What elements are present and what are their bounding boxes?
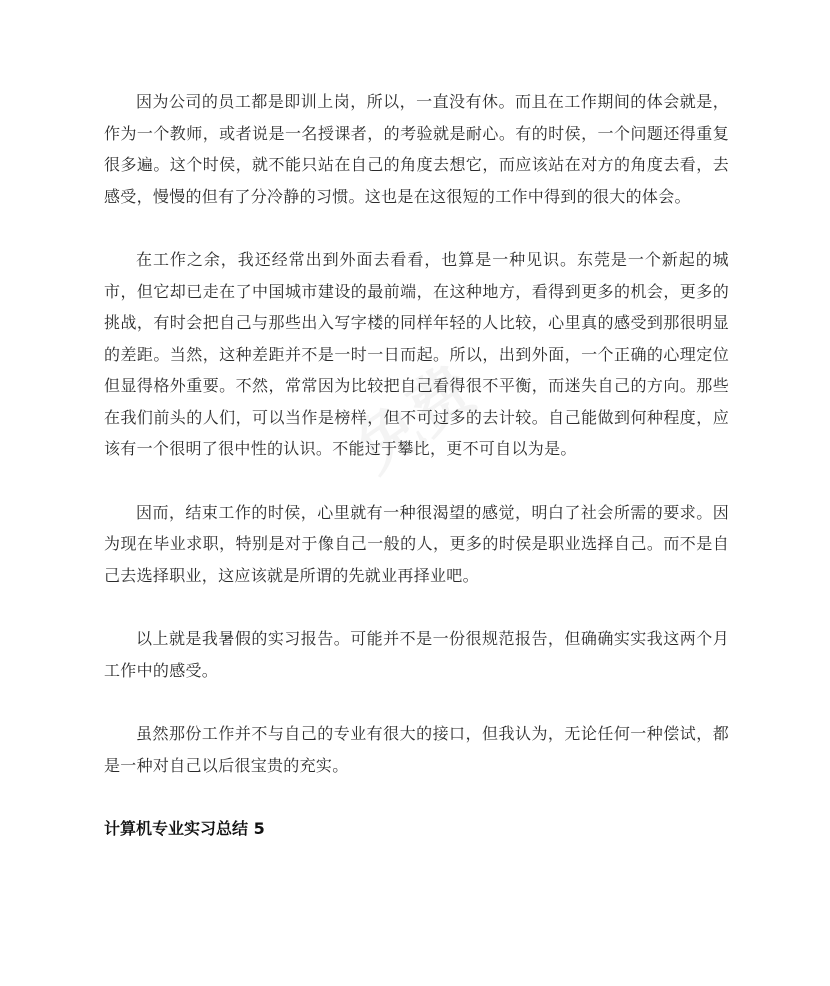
paragraph-4: 以上就是我暑假的实习报告。可能并不是一份很规范报告，但确确实实我这两个月工作中的感受。: [104, 629, 729, 680]
paragraph-5: 虽然那份工作并不与自己的专业有很大的接口，但我认为，无论任何一种偿试，都是一种对自己以后很宝贵的充实。: [104, 724, 729, 775]
document-body: [104, 86, 729, 845]
paragraph-3: 因而，结束工作的时侯，心里就有一种很渴望的感觉，明白了社会所需的要求。因为现在毕业求职，特别是对于像自己一般的人，更多的时侯是职业选择自己。而不是自己去选择职业，这应该就是所谓的先就业再择业吧。: [104, 502, 729, 585]
paragraph-1: 因为公司的员工都是即训上岗，所以，一直没有休。而且在工作期间的体会就是，作为一个教师，或者说是一名授课者，的考验就是耐心。有的时侯，一个问题还得重复很多遍。这个时侯，就不能只站在自己的角度去想它，而应该站在对方的角度去看，去感受，慢慢的但有了分冷静的习惯。这也是在这很短的工作中得到的很大的体会。: [104, 92, 729, 206]
section-heading: 计算机专业实习总结 5: [104, 819, 265, 838]
paragraph-2: 在工作之余，我还经常出到外面去看看，也算是一种见识。东莞是一个新起的城市，但它却已走在了中国城市建设的最前端，在这种地方，看得到更多的机会，更多的挑战，有时会把自己与那些出入写字楼的同样年轻的人比较，心里真的感受到那很明显的差距。当然，这种差距并不是一时一日而起。所以，出到外面，一个正确的心理定位但显得格外重要。不然，常常因为比较把自己看得很不平衡，而迷失自己的方向。那些在我们前头的人们，可以当作是榜样，但不可过多的去计较。自己能做到何种程度，应该有一个很明了很中性的认识。不能过于攀比，更不可自以为是。: [104, 250, 729, 458]
